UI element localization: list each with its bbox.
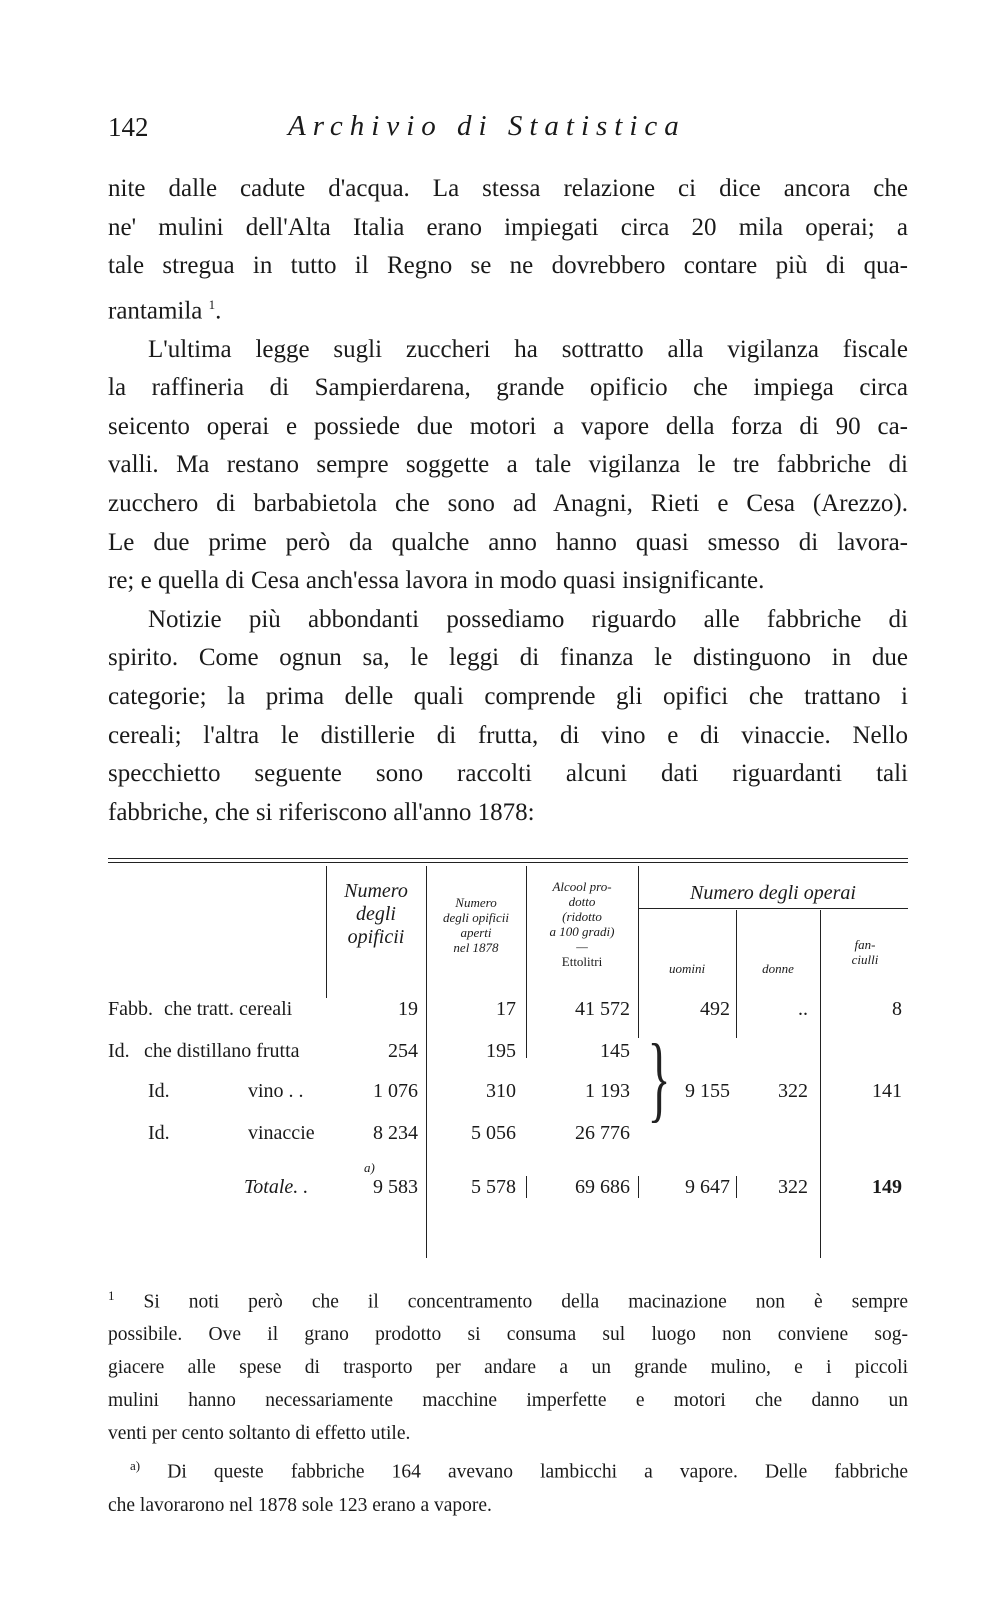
cell-alcool: 145 bbox=[600, 1040, 630, 1062]
header-line: dotto bbox=[568, 893, 596, 909]
cell-donne: .. bbox=[798, 998, 808, 1020]
cell-donne: 322 bbox=[778, 1080, 808, 1102]
cell-alcool: 69 686 bbox=[575, 1176, 630, 1198]
header-line: — bbox=[576, 938, 588, 954]
text-line: la raffineria di Sampierdarena, grande opificio che impiega circa bbox=[108, 374, 908, 402]
col-divider bbox=[426, 866, 427, 998]
table-row bbox=[108, 1122, 908, 1162]
table-top-rule-2 bbox=[108, 862, 908, 863]
text-line: categorie; la prima delle quali comprende gli opifici che trattano i bbox=[108, 683, 908, 711]
footnote-line: giacere alle spese di trasporto per andare a un grande mulino, e i piccoli bbox=[108, 1357, 908, 1379]
header-opificii-aperti bbox=[428, 896, 524, 956]
footnote-ref: 1 bbox=[208, 296, 216, 312]
text-line: zucchero di barbabietola che sono ad Anagni, Rieti e Cesa (Arezzo). bbox=[108, 490, 908, 518]
row-label-prefix: Fabb. bbox=[108, 998, 153, 1020]
text-line: specchietto seguente sono raccolti alcuni dati riguardanti tali bbox=[108, 760, 908, 788]
row-label: che distillano frutta bbox=[144, 1040, 300, 1062]
footnote-line: possibile. Ove il grano prodotto si consuma sul luogo non conviene sog- bbox=[108, 1324, 908, 1346]
header-numero-opificii bbox=[330, 880, 422, 949]
header-line: degli bbox=[356, 903, 396, 925]
footnote-1 bbox=[108, 1280, 908, 1450]
cell-opificii: 9 583 bbox=[373, 1176, 418, 1198]
body-text bbox=[108, 170, 908, 832]
paragraph-3 bbox=[108, 601, 908, 833]
footnote-a bbox=[108, 1450, 908, 1522]
cell-fanciulli: 8 bbox=[892, 998, 902, 1020]
footnote-line: mulini hanno necessariamente macchine imperfette e motori che danno un bbox=[108, 1389, 908, 1411]
text-fragment: rantamila bbox=[108, 297, 203, 325]
header-line: Ettolitri bbox=[561, 953, 603, 969]
header-line: opificii bbox=[347, 926, 405, 948]
text-line: Le due prime però da qualche anno hanno quasi smesso di lavora- bbox=[108, 528, 908, 556]
header-line: Numero bbox=[455, 895, 497, 910]
operai-rule bbox=[638, 908, 908, 909]
cell-uomini: 492 bbox=[700, 998, 730, 1020]
footnote-line bbox=[108, 1280, 908, 1319]
row-label: che tratt. cereali bbox=[164, 998, 293, 1020]
text-line: Notizie più abbondanti possediamo riguardo alle fabbriche di bbox=[148, 605, 908, 633]
footnote-marker: 1 bbox=[108, 1288, 115, 1303]
header-numero-operai: Numero degli operai bbox=[690, 882, 856, 904]
row-label-prefix: Id. bbox=[108, 1040, 130, 1062]
footnote-marker: a) bbox=[130, 1458, 141, 1474]
paragraph-2 bbox=[108, 331, 908, 601]
col-divider bbox=[638, 866, 639, 998]
col-divider bbox=[736, 910, 737, 998]
cell-opificii: 8 234 bbox=[373, 1122, 418, 1144]
cell-opificii: 1 076 bbox=[373, 1080, 418, 1102]
text-line: L'ultima legge sugli zuccheri ha sottratto alla vigilanza fiscale bbox=[148, 335, 908, 363]
cell-uomini: 9 155 bbox=[685, 1080, 730, 1102]
table-row bbox=[108, 998, 908, 1038]
footnote-line: venti per cento soltanto di effetto utile. bbox=[108, 1422, 411, 1444]
paragraph-1 bbox=[108, 170, 908, 331]
header-line: ciulli bbox=[851, 951, 879, 967]
text-line: seicento operai e possiede due motori a vapore della forza di 90 ca- bbox=[108, 412, 908, 440]
header-line: aperti bbox=[460, 924, 492, 940]
cell-aperti: 5 056 bbox=[471, 1122, 516, 1144]
col-divider bbox=[526, 866, 527, 998]
cell-aperti: 5 578 bbox=[471, 1176, 516, 1198]
header-line: nel 1878 bbox=[453, 939, 499, 955]
table-row bbox=[108, 1040, 908, 1080]
footnote-text: Di queste fabbriche 164 avevano lambicchi a vapore. Delle fabbriche bbox=[167, 1461, 908, 1483]
row-label-prefix: Id. bbox=[148, 1080, 170, 1102]
table-row bbox=[108, 1080, 908, 1120]
text-line: valli. Ma restano sempre soggette a tale vigilanza le tre fabbriche di bbox=[108, 451, 908, 479]
footnote-marker-a: a) bbox=[364, 1160, 375, 1175]
header-line: fan- bbox=[854, 937, 876, 952]
cell-opificii: 254 bbox=[388, 1040, 418, 1062]
header-line: Alcool pro- bbox=[552, 879, 612, 894]
text-line: re; e quella di Cesa anch'essa lavora in modo quasi insignificante. bbox=[108, 567, 765, 595]
footnotes bbox=[108, 1280, 908, 1523]
cell-aperti: 17 bbox=[496, 998, 516, 1020]
cell-uomini: 9 647 bbox=[685, 1176, 730, 1198]
total-label: Totale. . bbox=[244, 1176, 309, 1198]
cell-alcool: 1 193 bbox=[585, 1080, 630, 1102]
page-header bbox=[108, 112, 908, 152]
cell-opificii: 19 bbox=[398, 998, 418, 1020]
text-line: fabbriche, che si riferiscono all'anno 1878: bbox=[108, 798, 535, 826]
cell-donne: 322 bbox=[778, 1176, 808, 1198]
table-total-row bbox=[108, 1160, 908, 1216]
text-line bbox=[108, 286, 908, 331]
header-line: degli opificii bbox=[442, 909, 510, 925]
page-number: 142 bbox=[108, 112, 149, 142]
cell-alcool: 26 776 bbox=[575, 1122, 630, 1144]
footnote-line: che lavorarono nel 1878 sole 123 erano a vapore. bbox=[108, 1494, 492, 1516]
header-line: Numero bbox=[344, 880, 408, 902]
header-alcool bbox=[528, 880, 636, 970]
row-label: vino . . bbox=[248, 1080, 304, 1102]
cell-alcool: 41 572 bbox=[575, 998, 630, 1020]
header-line: (ridotto bbox=[562, 908, 602, 924]
header-line: a 100 gradi) bbox=[549, 923, 615, 939]
text-fragment: . bbox=[215, 297, 222, 325]
text-line: nite dalle cadute d'acqua. La stessa relazione ci dice ancora che bbox=[108, 175, 908, 202]
row-label: vinaccie bbox=[248, 1122, 315, 1144]
text-line: tale stregua in tutto il Regno se ne dovrebbero contare più di qua- bbox=[108, 252, 908, 280]
cell-fanciulli: 141 bbox=[872, 1080, 902, 1102]
spirit-factories-table bbox=[108, 858, 908, 1258]
running-title: Archivio di Statistica bbox=[288, 110, 686, 142]
text-line: cereali; l'altra le distillerie di frutta, di vino e di vinaccie. Nello bbox=[108, 721, 908, 749]
footnote-line bbox=[108, 1450, 908, 1489]
header-fanciulli bbox=[822, 938, 908, 968]
header-uomini: uomini bbox=[668, 961, 706, 976]
col-divider bbox=[326, 866, 327, 998]
text-line: spirito. Come ognun sa, le leggi di finanza le distinguono in due bbox=[108, 644, 908, 672]
brace-right: } bbox=[647, 1024, 671, 1131]
cell-aperti: 195 bbox=[486, 1040, 516, 1062]
header-donne: donne bbox=[762, 961, 794, 976]
cell-aperti: 310 bbox=[486, 1080, 516, 1102]
cell-fanciulli: 149 bbox=[872, 1176, 902, 1198]
table-top-rule bbox=[108, 858, 908, 859]
col-divider bbox=[820, 910, 821, 998]
text-line: ne' mulini dell'Alta Italia erano impiegati circa 20 mila operai; a bbox=[108, 213, 908, 241]
row-label-prefix: Id. bbox=[148, 1122, 170, 1144]
footnote-text: Si noti però che il concentramento della macinazione non è sempre bbox=[143, 1291, 909, 1313]
